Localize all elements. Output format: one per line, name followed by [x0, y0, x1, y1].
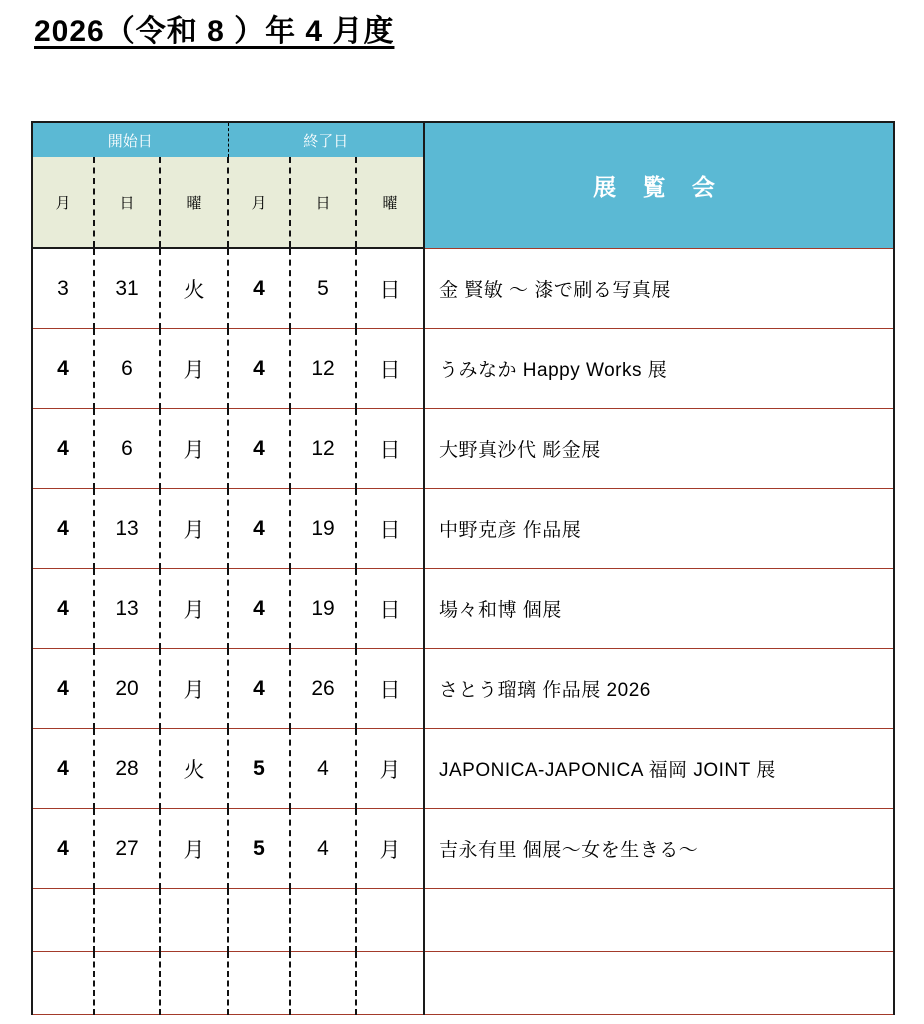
cell-event-title	[424, 952, 894, 1015]
cell-start-month: 4	[32, 649, 94, 729]
cell-end-month	[228, 889, 290, 952]
schedule-table-wrapper	[31, 121, 893, 1015]
cell-start-month: 4	[32, 729, 94, 809]
table-row	[32, 409, 894, 489]
cell-end-day: 12	[290, 409, 356, 489]
cell-end-month: 4	[228, 649, 290, 729]
cell-start-day	[94, 889, 160, 952]
cell-end-month: 4	[228, 329, 290, 409]
cell-start-weekday: 月	[160, 409, 228, 489]
cell-end-day: 26	[290, 649, 356, 729]
cell-event-title: 中野克彦 作品展	[424, 489, 894, 569]
cell-start-weekday: 火	[160, 729, 228, 809]
cell-end-weekday: 日	[356, 409, 424, 489]
cell-start-weekday: 月	[160, 649, 228, 729]
table-row	[32, 329, 894, 409]
cell-start-day: 6	[94, 329, 160, 409]
table-row	[32, 952, 894, 1015]
table-row	[32, 649, 894, 729]
table-row	[32, 729, 894, 809]
subheader-start-day: 日	[94, 157, 160, 248]
cell-end-weekday: 日	[356, 329, 424, 409]
table-row	[32, 889, 894, 952]
cell-end-day: 19	[290, 489, 356, 569]
cell-event-title	[424, 889, 894, 952]
cell-event-title: 場々和博 個展	[424, 569, 894, 649]
cell-end-weekday: 日	[356, 489, 424, 569]
cell-event-title: 吉永有里 個展～女を生きる～	[424, 809, 894, 889]
subheader-start-weekday: 曜	[160, 157, 228, 248]
cell-end-weekday: 日	[356, 569, 424, 649]
cell-start-month: 4	[32, 809, 94, 889]
cell-start-month: 3	[32, 248, 94, 329]
cell-end-weekday	[356, 952, 424, 1015]
subheader-end-month: 月	[228, 157, 290, 248]
cell-end-day: 4	[290, 809, 356, 889]
cell-start-day: 6	[94, 409, 160, 489]
cell-start-weekday	[160, 952, 228, 1015]
cell-end-weekday	[356, 889, 424, 952]
cell-end-day: 12	[290, 329, 356, 409]
cell-event-title: JAPONICA-JAPONICA 福岡 JOINT 展	[424, 729, 894, 809]
cell-start-day: 28	[94, 729, 160, 809]
cell-end-day: 5	[290, 248, 356, 329]
table-group-header-row	[32, 122, 894, 157]
cell-start-month: 4	[32, 569, 94, 649]
table-row	[32, 489, 894, 569]
cell-start-weekday: 月	[160, 809, 228, 889]
cell-start-day: 31	[94, 248, 160, 329]
cell-end-month: 4	[228, 569, 290, 649]
cell-start-day: 20	[94, 649, 160, 729]
table-row	[32, 569, 894, 649]
cell-start-month: 4	[32, 409, 94, 489]
cell-end-month: 5	[228, 729, 290, 809]
cell-start-weekday: 月	[160, 329, 228, 409]
subheader-end-weekday: 曜	[356, 157, 424, 248]
cell-start-day	[94, 952, 160, 1015]
cell-end-day: 4	[290, 729, 356, 809]
header-end-date: 終了日	[228, 122, 424, 157]
cell-start-day: 27	[94, 809, 160, 889]
cell-event-title: 大野真沙代 彫金展	[424, 409, 894, 489]
cell-end-month: 4	[228, 489, 290, 569]
cell-start-month: 4	[32, 329, 94, 409]
cell-start-month	[32, 889, 94, 952]
page-title: 2026（令和 8 ）年 4 月度	[34, 15, 395, 48]
subheader-end-day: 日	[290, 157, 356, 248]
cell-start-day: 13	[94, 489, 160, 569]
cell-start-weekday: 火	[160, 248, 228, 329]
cell-end-month: 4	[228, 248, 290, 329]
table-row	[32, 248, 894, 329]
cell-event-title: さとう瑠璃 作品展 2026	[424, 649, 894, 729]
exhibition-schedule-table	[31, 121, 895, 1015]
cell-event-title: うみなか Happy Works 展	[424, 329, 894, 409]
cell-start-weekday: 月	[160, 489, 228, 569]
cell-end-month: 4	[228, 409, 290, 489]
cell-start-day: 13	[94, 569, 160, 649]
cell-end-weekday: 日	[356, 248, 424, 329]
cell-end-day: 19	[290, 569, 356, 649]
cell-end-weekday: 日	[356, 649, 424, 729]
cell-end-weekday: 月	[356, 729, 424, 809]
cell-start-weekday	[160, 889, 228, 952]
cell-start-weekday: 月	[160, 569, 228, 649]
cell-end-day	[290, 952, 356, 1015]
cell-end-weekday: 月	[356, 809, 424, 889]
cell-end-month	[228, 952, 290, 1015]
table-row	[32, 809, 894, 889]
header-start-date: 開始日	[32, 122, 228, 157]
cell-start-month	[32, 952, 94, 1015]
cell-event-title: 金 賢敏 ～ 漆で刷る写真展	[424, 248, 894, 329]
subheader-start-month: 月	[32, 157, 94, 248]
header-exhibition: 展 覧 会	[424, 122, 894, 248]
cell-end-month: 5	[228, 809, 290, 889]
cell-end-day	[290, 889, 356, 952]
cell-start-month: 4	[32, 489, 94, 569]
